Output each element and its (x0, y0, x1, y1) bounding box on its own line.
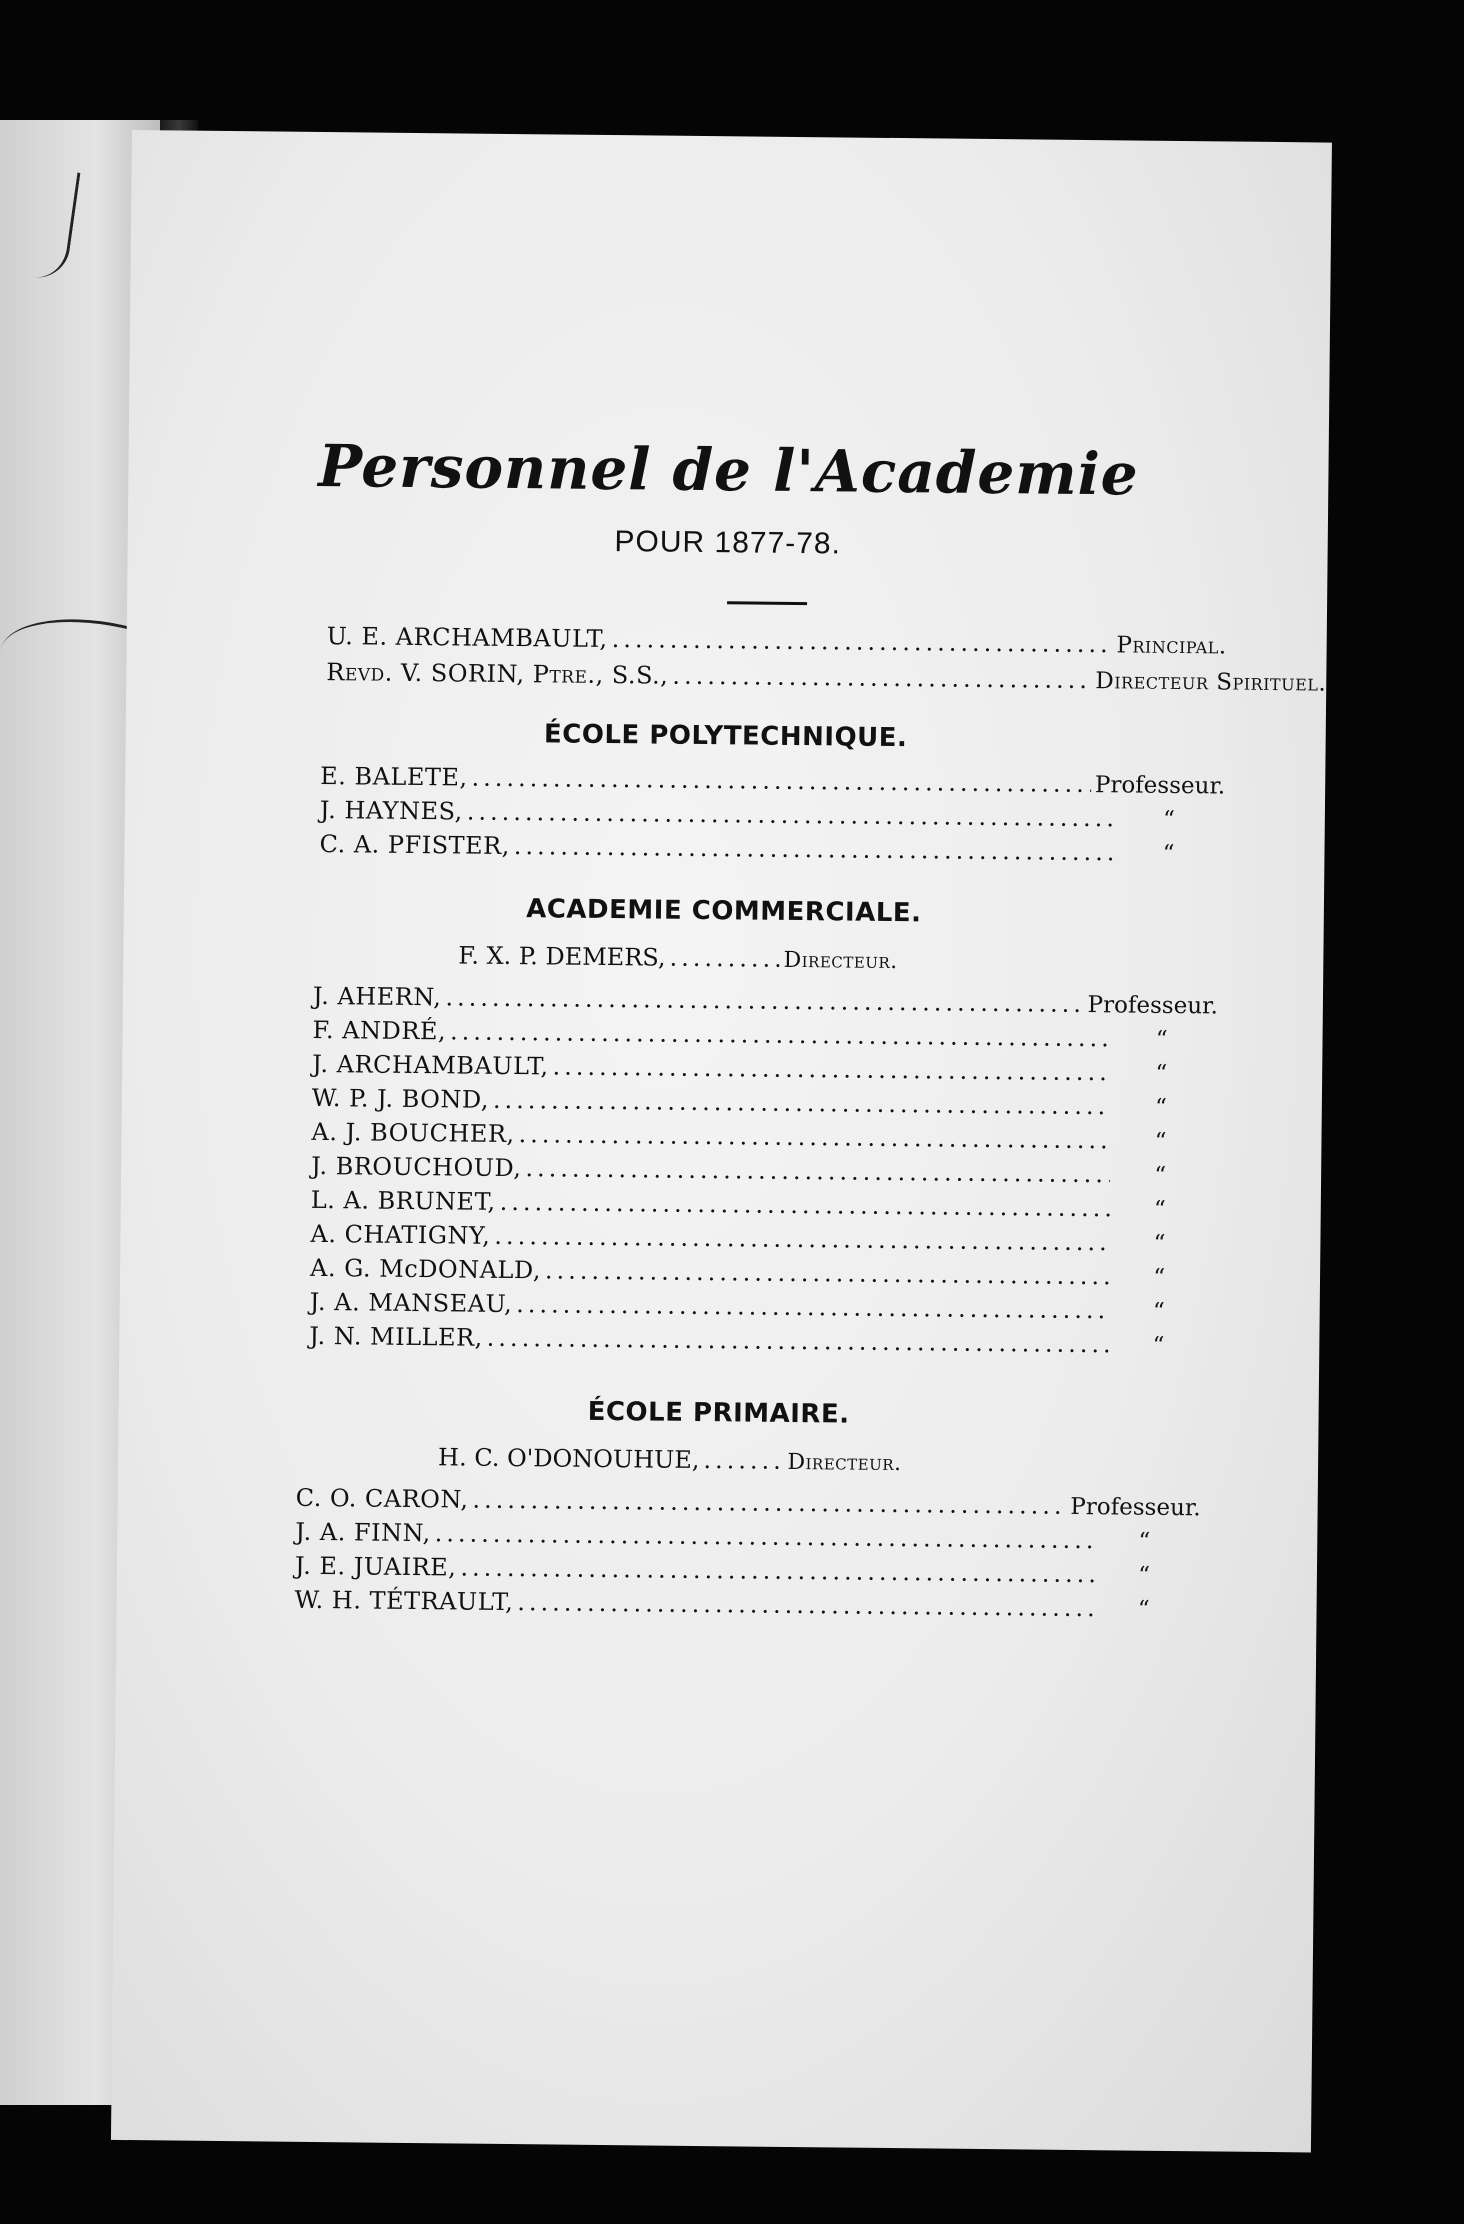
staff-name: U. E. ARCHAMBAULT, (326, 622, 608, 654)
staff-role: “ (1153, 1196, 1166, 1223)
staff-role: Directeur Spirituel. (1095, 668, 1327, 697)
staff-role: Professeur. (1070, 1493, 1201, 1522)
staff-role: “ (1154, 1094, 1167, 1121)
staff-name: J. N. MILLER, (309, 1321, 483, 1352)
staff-name: C. A. PFISTER, (319, 830, 510, 860)
staff-name: W. P. J. BOND, (311, 1083, 490, 1114)
staff-role: “ (1153, 1264, 1166, 1291)
section-heading: ÉCOLE POLYTECHNIQUE. (543, 719, 908, 754)
leader-dots (450, 1017, 1112, 1052)
leader-dots (514, 832, 1119, 866)
staff-name: J. BROUCHOUD, (311, 1151, 522, 1183)
leader-dots (471, 764, 1091, 798)
staff-role: Professeur. (1094, 772, 1226, 800)
staff-role: “ (1162, 806, 1175, 833)
staff-role: “ (1154, 1128, 1167, 1155)
director-role: Directeur. (783, 947, 898, 975)
leader-dots (518, 1120, 1110, 1154)
staff-name: E. BALETE, (320, 762, 468, 792)
document-page (111, 130, 1332, 2152)
leader-dots (672, 662, 1091, 694)
leader-dots (516, 1290, 1109, 1324)
ink-mark (33, 168, 81, 282)
leader-dots (517, 1588, 1094, 1622)
leader-dots (500, 1188, 1111, 1222)
staff-role: “ (1137, 1596, 1150, 1623)
director-row (438, 1443, 902, 1476)
leader-dots (525, 1154, 1110, 1188)
divider (727, 601, 807, 605)
leader-dots (612, 625, 1113, 658)
director-name: H. C. O'DONOUHUE, (437, 1443, 700, 1475)
section-heading: ACADEMIE COMMERCIALE. (526, 894, 922, 929)
staff-name: J. AHERN, (312, 981, 442, 1012)
staff-role: “ (1138, 1562, 1151, 1589)
staff-name: A. CHATIGNY, (310, 1219, 491, 1250)
leader-dots (460, 1554, 1094, 1589)
staff-role: “ (1155, 1026, 1168, 1053)
staff-role: Principal. (1116, 632, 1227, 660)
leader-dots (669, 944, 779, 973)
page-subtitle: POUR 1877-78. (614, 525, 842, 561)
staff-name: L. A. BRUNET, (310, 1185, 496, 1216)
staff-name: J. ARCHAMBAULT, (312, 1049, 549, 1081)
staff-name: J. E. JUAIRE, (294, 1551, 457, 1582)
leader-dots (703, 1446, 783, 1475)
staff-role: “ (1154, 1162, 1167, 1189)
staff-role: “ (1153, 1230, 1166, 1257)
staff-name: J. A. FINN, (295, 1517, 431, 1548)
staff-name: A. G. McDONALD, (309, 1253, 542, 1285)
leader-dots (552, 1052, 1111, 1086)
leader-dots (472, 1486, 1066, 1520)
leader-dots (487, 1324, 1109, 1359)
staff-name: C. O. CARON, (295, 1483, 469, 1514)
staff-role: Professeur. (1087, 992, 1219, 1020)
staff-name: F. ANDRÉ, (312, 1015, 447, 1046)
leader-dots (494, 1222, 1110, 1256)
staff-role: “ (1162, 840, 1175, 867)
leader-dots (467, 798, 1120, 833)
section-heading: ÉCOLE PRIMAIRE. (587, 1396, 850, 1430)
staff-name: A. J. BOUCHER, (311, 1117, 515, 1149)
staff-name: W. H. TÉTRAULT, (294, 1585, 514, 1617)
staff-role: “ (1138, 1528, 1151, 1555)
leader-dots (493, 1086, 1111, 1120)
director-role: Directeur. (787, 1449, 902, 1477)
staff-role: “ (1155, 1060, 1168, 1087)
staff-role: “ (1152, 1332, 1165, 1359)
leader-dots (545, 1256, 1110, 1290)
staff-name: Revd. V. SORIN, Ptre., S.S., (326, 658, 669, 690)
staff-name: J. HAYNES, (319, 796, 463, 826)
director-row (458, 941, 898, 974)
leader-dots (435, 1519, 1095, 1554)
director-name: F. X. P. DEMERS, (458, 941, 666, 972)
page-title: Personnel de l'Academie (317, 431, 1140, 509)
staff-name: J. A. MANSEAU, (309, 1287, 513, 1319)
leader-dots (445, 983, 1084, 1018)
staff-role: “ (1152, 1298, 1165, 1325)
